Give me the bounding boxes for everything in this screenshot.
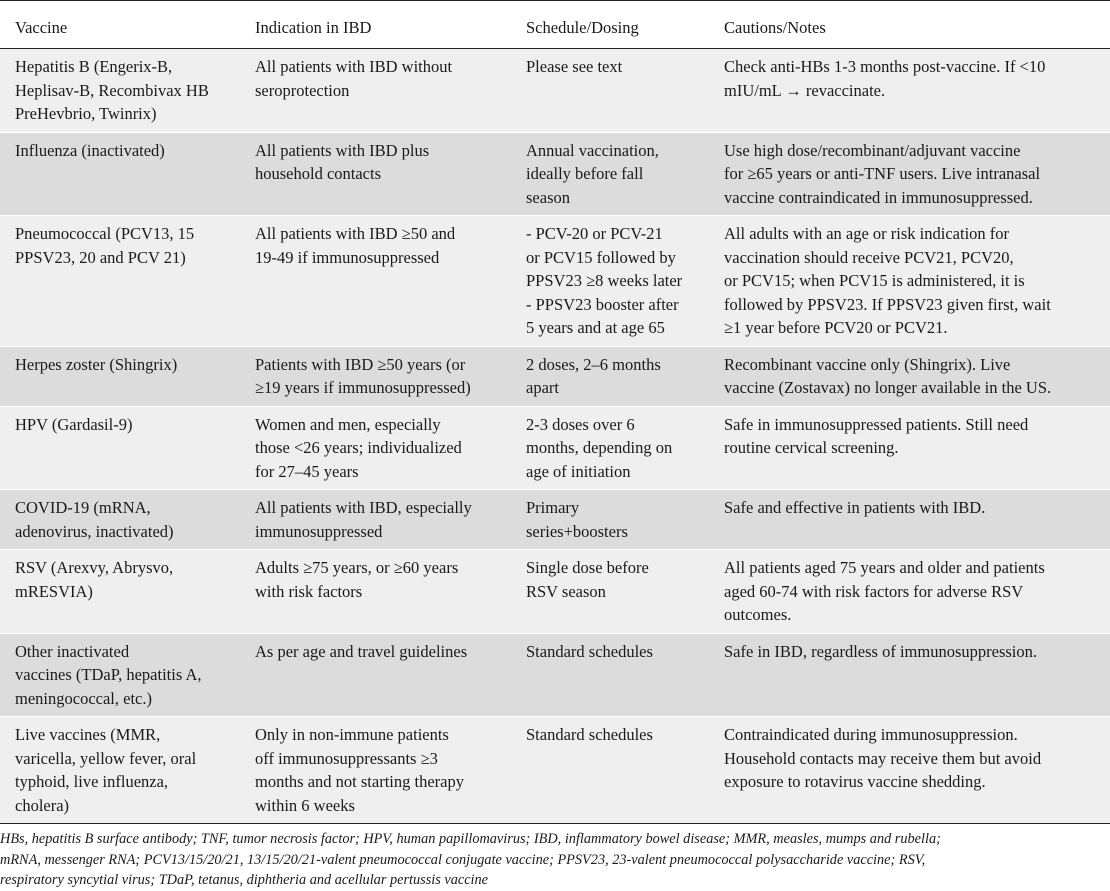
footnote-line: HBs, hepatitis B surface antibody; TNF, tumor necrosis factor; HPV, human papillomavirus; IBD, inflammatory bowel disease; MMR, measles, mumps and rubella;	[0, 831, 941, 847]
cell-line: PPSV23, 20 and PCV 21)	[15, 247, 186, 267]
cell-indication	[240, 132, 511, 216]
cell-notes	[709, 216, 1110, 347]
cell-line: All patients with IBD without	[255, 57, 453, 76]
cell-schedule	[511, 216, 709, 347]
table-row	[0, 49, 1110, 133]
header-notes: Cautions/Notes	[709, 1, 1110, 49]
cell-line: mRESVIA)	[15, 581, 93, 601]
cell-line: Check anti-HBs 1-3 months post-vaccine. If <10	[724, 57, 1046, 76]
table-header	[0, 1, 1110, 49]
cell-line: mIU/mL → revaccinate.	[724, 80, 886, 100]
cell-line: months, depending on	[526, 438, 673, 457]
cell-line: PreHevbrio, Twinrix)	[15, 104, 157, 123]
cell-line: Pneumococcal (PCV13, 15	[15, 224, 195, 243]
cell-line: or PCV15; when PCV15 is administered, it is	[724, 271, 1025, 290]
cell-line: typhoid, live influenza,	[15, 772, 169, 791]
cell-notes	[709, 633, 1110, 717]
header-schedule: Schedule/Dosing	[511, 1, 709, 49]
cell-line: 2-3 doses over 6	[526, 414, 635, 434]
cell-line: PPSV23 ≥8 weeks later	[526, 271, 683, 290]
cell-line: Live vaccines (MMR,	[15, 725, 161, 744]
cell-line: Women and men, especially	[255, 414, 441, 434]
cell-line: vaccines (TDaP, hepatitis A,	[15, 665, 202, 684]
cell-line: off immunosuppressants ≥3	[255, 748, 438, 768]
cell-line: months and not starting therapy	[255, 772, 464, 791]
cell-line: - PCV-20 or PCV-21	[526, 224, 663, 243]
cell-line: outcomes.	[724, 605, 792, 624]
cell-notes	[709, 49, 1110, 133]
cell-vaccine	[0, 490, 240, 550]
header-vaccine: Vaccine	[0, 1, 240, 49]
cell-line: Please see text	[526, 57, 623, 76]
cell-notes	[709, 132, 1110, 216]
cell-notes	[709, 490, 1110, 550]
table-row	[0, 490, 1110, 550]
cell-line: Contraindicated during immunosuppression.	[724, 725, 1018, 744]
cell-line: apart	[526, 378, 559, 397]
cell-line: for 27–45 years	[255, 461, 359, 481]
cell-line: meningococcal, etc.)	[15, 688, 152, 708]
cell-line: Safe in immunosuppressed patients. Still need	[724, 414, 1029, 434]
cell-vaccine	[0, 550, 240, 634]
table-footnote	[0, 824, 1110, 891]
cell-line: Single dose before	[526, 558, 649, 577]
cell-indication	[240, 49, 511, 133]
cell-line: vaccination should receive PCV21, PCV20,	[724, 247, 1014, 267]
cell-line: Adults ≥75 years, or ≥60 years	[255, 558, 459, 577]
cell-line: or PCV15 followed by	[526, 247, 676, 267]
cell-line: COVID-19 (mRNA,	[15, 498, 151, 517]
cell-line: Safe in IBD, regardless of immunosuppression.	[724, 641, 1037, 661]
footnote-line: respiratory syncytial virus; TDaP, tetanus, diphtheria and acellular pertussis vaccine	[0, 872, 489, 888]
cell-line: cholera)	[15, 795, 70, 815]
cell-schedule	[511, 550, 709, 634]
cell-line: Hepatitis B (Engerix-B,	[15, 57, 173, 76]
cell-vaccine	[0, 132, 240, 216]
cell-line: exposure to rotavirus vaccine shedding.	[724, 772, 986, 791]
cell-line: All adults with an age or risk indication for	[724, 224, 1010, 243]
cell-indication	[240, 406, 511, 490]
cell-indication	[240, 346, 511, 406]
table-row	[0, 132, 1110, 216]
cell-schedule	[511, 346, 709, 406]
header-indication: Indication in IBD	[240, 1, 511, 49]
cell-vaccine	[0, 717, 240, 824]
cell-line: ≥19 years if immunosuppressed)	[255, 378, 471, 397]
cell-line: season	[526, 187, 570, 207]
cell-notes	[709, 406, 1110, 490]
cell-line: for ≥65 years or anti-TNF users. Live intranasal	[724, 164, 1041, 183]
cell-line: Household contacts may receive them but avoid	[724, 748, 1042, 768]
cell-line: ideally before fall	[526, 164, 644, 183]
cell-line: seroprotection	[255, 80, 350, 100]
cell-line: within 6 weeks	[255, 795, 355, 815]
cell-line: Standard schedules	[526, 725, 653, 744]
cell-line: Safe and effective in patients with IBD.	[724, 498, 986, 517]
cell-notes	[709, 346, 1110, 406]
cell-line: HPV (Gardasil-9)	[15, 414, 133, 434]
table-row	[0, 717, 1110, 824]
table-body	[0, 49, 1110, 824]
cell-line: RSV (Arexvy, Abrysvo,	[15, 558, 174, 577]
cell-line: vaccine contraindicated in immunosuppressed.	[724, 187, 1033, 207]
cell-line: 5 years and at age 65	[526, 318, 665, 337]
cell-vaccine	[0, 633, 240, 717]
cell-line: followed by PPSV23. If PPSV23 given first, wait	[724, 294, 1051, 314]
cell-vaccine	[0, 406, 240, 490]
cell-line: Other inactivated	[15, 641, 130, 661]
cell-notes	[709, 550, 1110, 634]
cell-indication	[240, 490, 511, 550]
cell-line: adenovirus, inactivated)	[15, 521, 174, 541]
cell-line: Patients with IBD ≥50 years (or	[255, 354, 466, 374]
cell-line: Standard schedules	[526, 641, 653, 661]
cell-line: Influenza (inactivated)	[15, 140, 165, 160]
cell-line: 2 doses, 2–6 months	[526, 354, 661, 374]
cell-line: - PPSV23 booster after	[526, 294, 679, 314]
cell-line: with risk factors	[255, 581, 363, 601]
cell-vaccine	[0, 346, 240, 406]
cell-line: those <26 years; individualized	[255, 438, 462, 457]
table-row	[0, 346, 1110, 406]
cell-line: All patients with IBD, especially	[255, 498, 472, 517]
cell-line: Only in non-immune patients	[255, 725, 449, 744]
cell-schedule	[511, 49, 709, 133]
cell-schedule	[511, 717, 709, 824]
cell-line: Herpes zoster (Shingrix)	[15, 354, 178, 374]
cell-vaccine	[0, 216, 240, 347]
cell-line: 19-49 if immunosuppressed	[255, 247, 440, 267]
table-row	[0, 406, 1110, 490]
cell-line: Heplisav-B, Recombivax HB	[15, 80, 209, 100]
cell-line: varicella, yellow fever, oral	[15, 748, 197, 768]
cell-line: RSV season	[526, 581, 606, 601]
cell-line: Recombinant vaccine only (Shingrix). Live	[724, 354, 1011, 374]
cell-line: Annual vaccination,	[526, 140, 659, 160]
cell-line: series+boosters	[526, 521, 628, 541]
cell-schedule	[511, 490, 709, 550]
cell-line: ≥1 year before PCV20 or PCV21.	[724, 318, 948, 337]
cell-indication	[240, 216, 511, 347]
cell-indication	[240, 550, 511, 634]
table-row	[0, 550, 1110, 634]
cell-schedule	[511, 633, 709, 717]
cell-line: Use high dose/recombinant/adjuvant vaccine	[724, 140, 1021, 160]
cell-indication	[240, 633, 511, 717]
cell-notes	[709, 717, 1110, 824]
cell-line: All patients aged 75 years and older and patients	[724, 558, 1045, 577]
cell-schedule	[511, 406, 709, 490]
cell-line: Primary	[526, 498, 580, 517]
cell-line: household contacts	[255, 164, 382, 183]
header-row	[0, 1, 1110, 49]
cell-line: All patients with IBD ≥50 and	[255, 224, 456, 243]
table-row	[0, 633, 1110, 717]
cell-line: aged 60-74 with risk factors for adverse RSV	[724, 581, 1024, 601]
cell-indication	[240, 717, 511, 824]
cell-line: vaccine (Zostavax) no longer available in the US.	[724, 378, 1052, 397]
cell-schedule	[511, 132, 709, 216]
cell-vaccine	[0, 49, 240, 133]
cell-line: routine cervical screening.	[724, 438, 899, 457]
table-row	[0, 216, 1110, 347]
footnote-line: mRNA, messenger RNA; PCV13/15/20/21, 13/15/20/21-valent pneumococcal conjugate vaccine; PPSV23, 23-valent pneumococcal polysaccharide vaccine; RSV,	[0, 851, 926, 868]
cell-line: All patients with IBD plus	[255, 140, 430, 160]
cell-line: immunosuppressed	[255, 521, 383, 541]
cell-line: As per age and travel guidelines	[255, 641, 468, 661]
cell-line: age of initiation	[526, 461, 631, 481]
